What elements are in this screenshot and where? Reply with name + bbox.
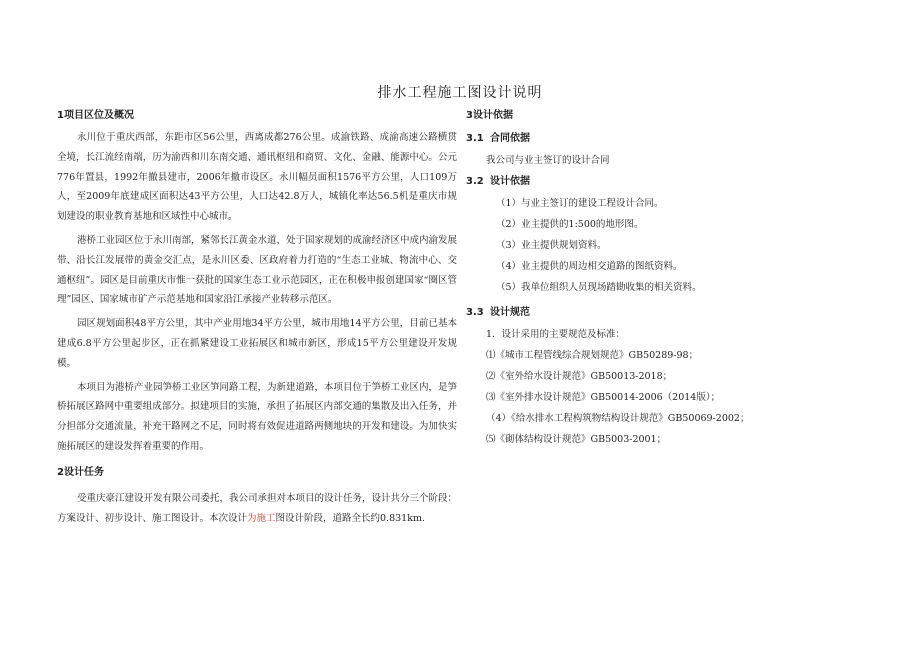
left-column bbox=[57, 108, 457, 528]
section-3-1-title: 合同依据 bbox=[490, 133, 530, 144]
section-1-paragraph-2: 港桥工业园区位于永川南部，紧邻长江黄金水道，处于国家规划的成渝经济区中成内渝发展带、沿长江发展带的黄金交汇点，是永川区委、区政府着力打造的“生态工业城、物流中心、交通枢纽”。园区是目前重庆市惟一获批的国家生态工业示范园区，正在积极申报创建国家“圈区管理”园区、国家城市矿产示范基地和国家沿江承接产业转移示范区。 bbox=[57, 234, 458, 306]
right-column bbox=[466, 108, 766, 450]
section-2-text-a: 受重庆豪江建设开发有限公司委托，我公司承担对本项目的设计任务，设计共分三个阶段：方案设计、初步设计、施工图设计。本次设计 bbox=[57, 492, 458, 524]
basis-item: （2）业主提供的1:500的地形图。 bbox=[496, 219, 644, 230]
standard-item: ⑸《砌体结构设计规范》GB5003-2001； bbox=[486, 434, 667, 445]
basis-item: （1）与业主签订的建设工程设计合同。 bbox=[496, 198, 664, 209]
section-2-heading: 2设计任务 bbox=[57, 466, 104, 478]
standard-item: ⑶《室外排水设计规范》GB50014-2006（2014版）； bbox=[486, 392, 721, 403]
section-3-heading: 3设计依据 bbox=[466, 110, 513, 121]
section-3-1-heading bbox=[466, 128, 766, 150]
basis-item: （3）业主提供规划资料。 bbox=[496, 240, 607, 251]
section-1-paragraph-3: 园区规划面积48平方公里，其中产业用地34平方公里，城市用地14平方公里，目前已基本建成6.8平方公里起步区，正在抓紧建设工业拓展区和城市新区，形成15平方公里建设开发规模。 bbox=[57, 318, 457, 369]
basis-item: （5）我单位组织人员现场踏勘收集的相关资料。 bbox=[496, 282, 702, 293]
basis-item: （4）业主提供的周边相交道路的图纸资料。 bbox=[496, 261, 683, 272]
standard-item: ⑴《城市工程管线综合规划规范》GB50289-98； bbox=[486, 350, 699, 361]
section-2-paragraph-1 bbox=[57, 489, 457, 529]
section-3-3-heading bbox=[466, 302, 766, 324]
standard-item: （4）《给水排水工程构筑物结构设计规范》GB50069-2002； bbox=[486, 413, 750, 424]
section-1-paragraph-1: 永川位于重庆西部，东距市区56公里，西离成都276公里。成渝铁路、成渝高速公路横贯全境，长江流经南端，历为渝西和川东南交通、通讯枢纽和商贸、文化、金融、能源中心。公元776年置县，1992年撤县建市，2006年撤市设区。永川幅员面积1576平方公里，人口109万人，至2009年底建成区面积达43平方公里，人口达42.8万人，城镇化率达56.5机是重庆市规划建设的职业教育基地和区域性中心城市。 bbox=[57, 132, 457, 223]
standards-intro: 1．设计采用的主要规范及标准： bbox=[486, 329, 626, 340]
section-2-text-b: 图设计阶段，道路全长约0.831km. bbox=[275, 512, 426, 524]
contract-basis-text: 我公司与业主签订的设计合同 bbox=[486, 155, 610, 166]
section-3-2-number: 3.2 bbox=[466, 176, 484, 187]
section-1-heading: 1项目区位及概况 bbox=[57, 110, 134, 121]
section-3-3-number: 3.3 bbox=[466, 307, 484, 318]
section-1-paragraph-4: 本项目为港桥产业园笋桥工业区笋同路工程，为新建道路，本项目位于笋桥工业区内，是笋桥拓展区路网中重要组成部分。拟建项目的实施，承担了拓展区内部交通的集散及出入任务，并分担部分交通流量，补充干路网之不足，同时将有效促进道路两侧地块的开发和建设。为加快实施拓展区的建设发挥着重要的作用。 bbox=[57, 381, 458, 452]
standard-item: ⑵《室外给水设计规范》GB50013-2018； bbox=[486, 371, 673, 382]
section-3-1-number: 3.1 bbox=[466, 133, 484, 144]
section-3-3-title: 设计规范 bbox=[490, 307, 530, 318]
section-3-2-heading bbox=[466, 171, 766, 193]
section-3-2-title: 设计依据 bbox=[490, 176, 530, 187]
section-2-highlight: 为施工 bbox=[247, 512, 276, 524]
document-title: 排水工程施工图设计说明 bbox=[377, 85, 543, 101]
